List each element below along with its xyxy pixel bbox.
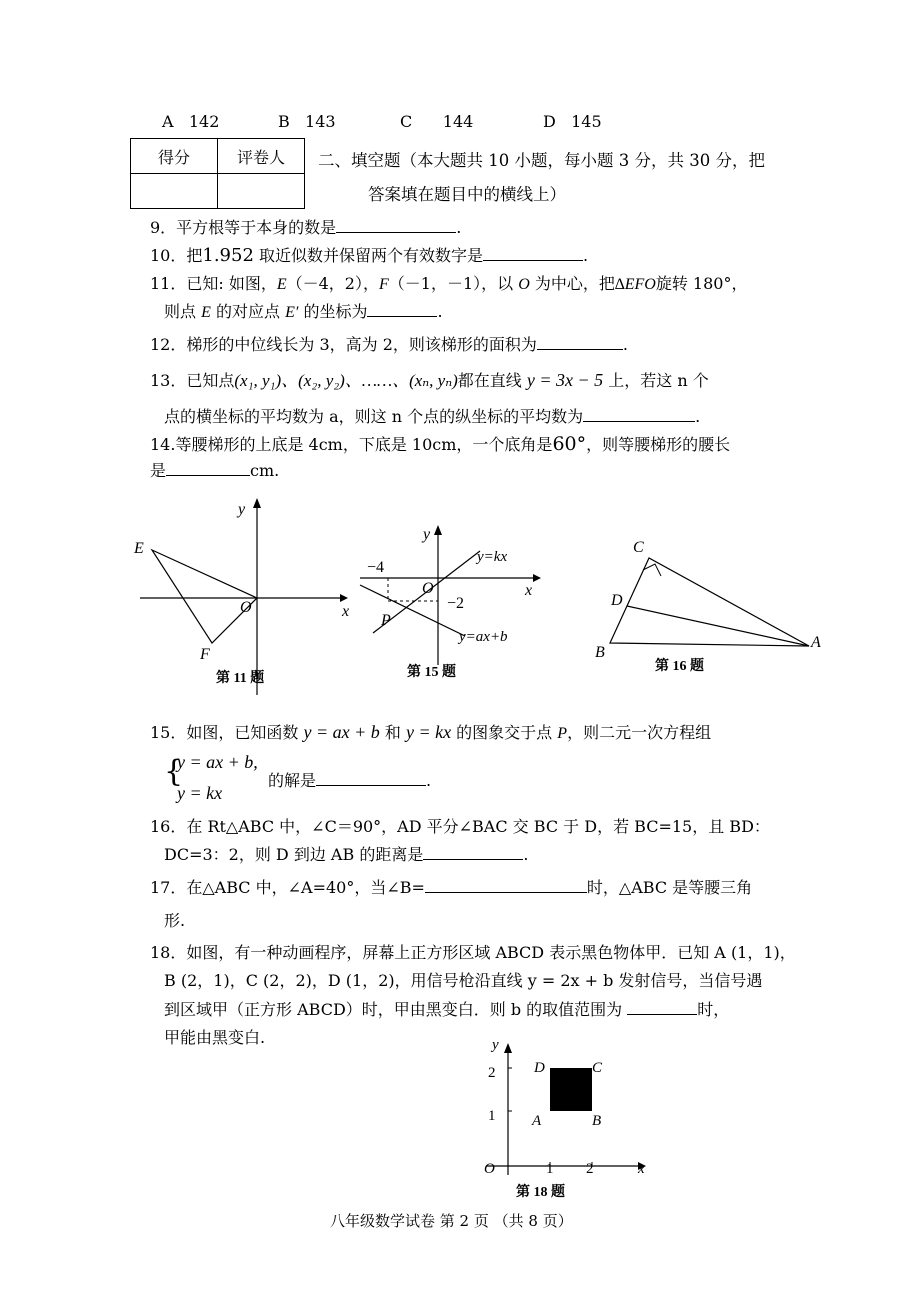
answer-blank-16[interactable]: [423, 843, 523, 860]
fig18-label-b: B: [592, 1113, 602, 1129]
fig16-caption: 第 16 题: [655, 659, 704, 674]
answer-blank-11[interactable]: [367, 300, 437, 317]
fig11-label-o: O: [240, 599, 252, 616]
score-cell[interactable]: [131, 174, 218, 209]
fig16-label-d: D: [611, 592, 623, 609]
choice-a: A 142: [162, 112, 220, 131]
choice-d: D 145: [543, 112, 602, 131]
question-15-line2: 的解是 .: [268, 771, 432, 790]
choice-c: C 144: [400, 112, 474, 131]
question-11-line2: 则点 E 的对应点 E′ 的坐标为 .: [164, 302, 443, 321]
score-header: 得分: [131, 139, 218, 174]
fig15-label-kx: y=kx: [477, 549, 508, 565]
system-eq1: y = ax + b,: [177, 752, 258, 772]
question-10: 10．把1.952 取近似数并保留两个有效数字是 .: [150, 245, 589, 266]
fig16-bisector: [627, 606, 809, 646]
answer-blank-14[interactable]: [166, 459, 250, 476]
fig15-label-axb: y=ax+b: [459, 629, 508, 645]
question-18-line3: 到区域甲（正方形 ABCD）时，甲由黑变白．则 b 的取值范围为 时，: [164, 1000, 730, 1019]
fig18-tick-label-y2: 2: [488, 1065, 496, 1081]
question-17-line2: 形.: [164, 911, 186, 930]
fig16-label-b: B: [595, 644, 605, 661]
fig15-label-x: x: [525, 582, 533, 599]
answer-blank-13[interactable]: [583, 405, 695, 422]
fig15-label-neg4: −4: [367, 559, 385, 576]
question-13-line2: 点的横坐标的平均数为 a，则这 n 个点的纵坐标的平均数为 .: [164, 407, 701, 426]
fig11-label-y: y: [238, 501, 246, 518]
figure-11: [130, 490, 370, 695]
fig18-tick-label-x2: 2: [586, 1161, 594, 1177]
fig18-label-y: y: [492, 1037, 499, 1053]
fig15-label-neg2: −2: [447, 595, 465, 612]
fig18-caption: 第 18 题: [516, 1185, 565, 1200]
answer-blank-10[interactable]: [483, 244, 583, 261]
answer-blank-12[interactable]: [537, 333, 623, 350]
figure-18: [478, 1035, 658, 1205]
fig18-tick-label-x1: 1: [546, 1161, 554, 1177]
question-14-line2: 是 cm.: [150, 461, 280, 480]
fig16-label-c: C: [633, 539, 644, 556]
question-13: 13．已知点(x₁, y₁)、(x₂, y₂)、……、(xₙ, yₙ)都在直线 y = 3x − 5 上，若这 n 个: [150, 370, 709, 390]
answer-blank-9[interactable]: [336, 216, 456, 233]
fig11-label-f: F: [200, 646, 210, 663]
fig16-label-a: A: [811, 634, 821, 651]
fig15-label-p: P: [381, 612, 391, 629]
figure-15: [355, 515, 555, 685]
question-18-line2: B (2，1)，C (2，2)，D (1，2)，用信号枪沿直线 y = 2x + b 发射信号，当信号遇: [164, 971, 763, 990]
fig16-triangle: [610, 558, 809, 646]
question-18-line4: 甲能由黑变白.: [164, 1028, 266, 1047]
fig18-label-a: A: [532, 1113, 542, 1129]
fig15-x-arrow: [533, 574, 541, 582]
brace: {: [164, 754, 184, 789]
section-title: 二、填空题（本大题共 10 小题，每小题 3 分，共 30 分，把: [318, 151, 765, 170]
figure-16: [585, 530, 830, 680]
fig18-square-abcd: [550, 1068, 592, 1111]
fig15-label-o: O: [422, 580, 434, 597]
fig11-label-x: x: [342, 603, 350, 620]
answer-blank-15[interactable]: [316, 769, 426, 786]
fig11-label-e: E: [134, 540, 144, 557]
section-subtitle: 答案填在题目中的横线上）: [368, 185, 566, 204]
fig15-caption: 第 15 题: [407, 665, 456, 680]
fig18-tick-label-y1: 1: [488, 1108, 496, 1124]
answer-blank-17[interactable]: [425, 876, 587, 893]
score-table: [130, 138, 305, 209]
fig15-y-arrow: [434, 525, 442, 535]
fig15-label-y: y: [423, 526, 431, 543]
question-16: 16．在 Rt△ABC 中，∠C＝90°，AD 平分∠BAC 交 BC 于 D，若 BC=15，且 BD：: [150, 817, 770, 836]
fig18-label-o: O: [484, 1161, 495, 1177]
question-18: 18．如图，有一种动画程序，屏幕上正方形区域 ABCD 表示黑色物体甲．已知 A (1，1)，: [150, 943, 796, 962]
grader-cell[interactable]: [218, 174, 305, 209]
answer-blank-18[interactable]: [627, 998, 697, 1015]
choice-b: B 143: [278, 112, 336, 131]
question-16-line2: DC=3：2，则 D 到边 AB 的距离是 .: [164, 845, 529, 864]
question-17: 17．在△ABC 中，∠A=40°，当∠B= 时，△ABC 是等腰三角: [150, 878, 753, 897]
fig18-label-d: D: [534, 1060, 545, 1076]
fig11-y-arrow: [253, 498, 261, 508]
question-15: 15．如图，已知函数 y = ax + b 和 y = kx 的图象交于点 P，则二元一次方程组: [150, 722, 712, 742]
page-footer: 八年级数学试卷 第 2 页 （共 8 页）: [330, 1212, 573, 1230]
fig11-x-arrow: [340, 594, 348, 602]
question-9: 9．平方根等于本身的数是 .: [150, 218, 462, 237]
fig11-triangle: [152, 550, 257, 643]
question-14: 14.等腰梯形的上底是 4cm，下底是 10cm，一个底角是60°，则等腰梯形的腰长: [150, 433, 731, 455]
fig18-label-x: x: [638, 1161, 645, 1177]
grader-header: 评卷人: [218, 139, 305, 174]
question-11: 11．已知: 如图，E（－4，2），F（－1，－1），以 O 为中心，把∆EFO旋转 180°，: [150, 274, 748, 293]
fig18-label-c: C: [592, 1060, 603, 1076]
question-12: 12．梯形的中位线长为 3，高为 2，则该梯形的面积为 .: [150, 335, 628, 354]
fig18-y-arrow: [504, 1043, 512, 1053]
system-eq2: y = kx: [177, 783, 223, 803]
fig11-caption: 第 11 题: [216, 671, 265, 686]
